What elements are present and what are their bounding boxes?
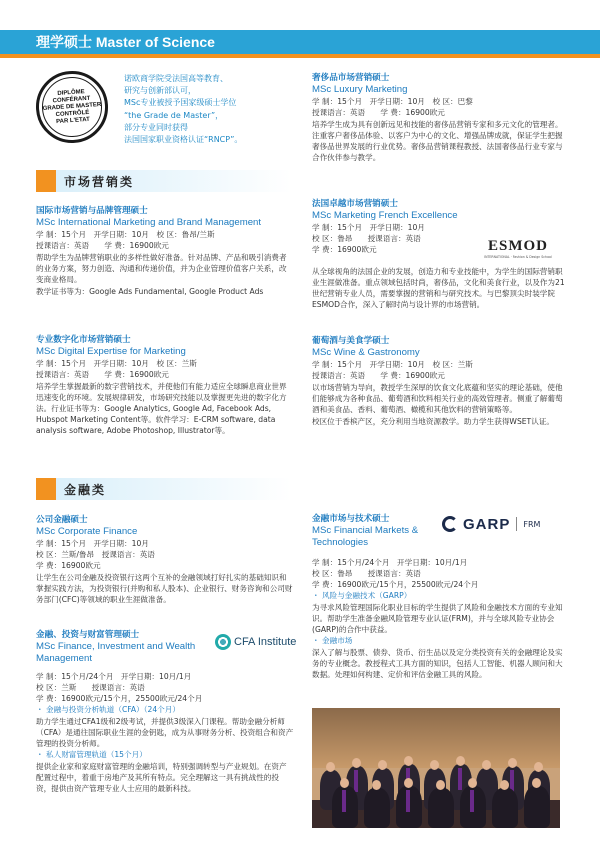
program-title-en: MSc Marketing French Excellence <box>312 210 458 221</box>
section-finance <box>36 478 291 500</box>
intro-line: 诺欧商学院受法国高等教育、 <box>124 74 228 83</box>
program-meta: 学 制：15个月 开学日期：10月 <box>36 538 149 548</box>
program-meta: 学 费：16900欧元/15个月，25500欧元/24个月 <box>36 694 203 703</box>
program-title-cn: 金融市场与技术硕士 <box>312 514 390 524</box>
section-marketing <box>36 170 291 192</box>
seal-line: PAR L'ETAT <box>55 116 90 125</box>
program-certifications: 教学证书等为：Google Ads Fundamental, Google Product Ads <box>36 286 264 296</box>
program-wine <box>312 336 570 427</box>
program-track-description: 提供企业家和家庭财富管理的金融培训，特别强调转型与产业规划。在资产配置过程中，着重于房地产及其所有特点。完全理解这一具有挑战性的投资，提供由资产管理专业人士应用的最新科技。 <box>36 762 287 793</box>
program-title-cn: 国际市场营销与品牌管理硕士 <box>36 206 148 216</box>
cfa-institute-logo <box>215 634 296 650</box>
program-title-cn: 专业数字化市场营销硕士 <box>36 335 131 345</box>
program-french-excellence <box>312 199 482 255</box>
program-title-en: MSc Luxury Marketing <box>312 84 408 95</box>
garp-logo <box>442 514 540 534</box>
program-meta: 学 费：16900欧元 <box>312 244 377 254</box>
program-meta: 学 制：15个月 开学日期：10月 校 区：兰斯 <box>36 358 197 368</box>
program-meta: 学 费：16900欧元 <box>36 560 101 570</box>
program-french-excellence-body <box>312 265 570 310</box>
accreditation-intro <box>124 73 304 146</box>
garp-logo-text: GARP <box>463 515 511 533</box>
program-finance-wealth-body <box>36 671 294 794</box>
program-title-en: MSc Corporate Finance <box>36 526 138 537</box>
program-description: 以市场营销为导向，教授学生深厚的饮食文化底蕴和坚实的理论基础，使他们能够成为各种食品、葡萄酒和饮料相关行业的高效管理者。侧重了解葡萄酒和美食品、香料、葡萄酒、橄榄和其他饮料的营销策略等。 <box>312 382 563 414</box>
section-marker-icon <box>36 170 56 192</box>
program-meta: 校 区：兰斯 授课语言：英语 <box>36 683 145 692</box>
program-title-cn: 公司金融硕士 <box>36 515 88 525</box>
program-meta: 学 制：15个月 开学日期：10月 <box>312 222 425 232</box>
program-description: 从全球视角的法国企业的发展，创造力和专业技能中，为学生的国际营销职业生涯做准备。重点领域包括时尚，奢侈品，文化和美食行业，以及作为21世纪营销专业人员，需要掌握的营销和与研究技术。与巴黎顶尖时装学院ESMOD合作，深入了解时尚与设计界的市场营销。 <box>312 267 565 309</box>
program-meta: 授课语言：英语 学 费：16900欧元 <box>36 240 169 250</box>
garp-logo-divider <box>516 517 517 531</box>
program-title-en: MSc Wine & Gastronomy <box>312 347 420 358</box>
program-description: 帮助学生为品牌营销职业的多样性做好准备。针对品牌、产品和吸引消费者的业务方案，努力创造、沟通和传递价值，并为企业管理价值客户关系，改变商业格局。 <box>36 252 287 284</box>
program-title-en: MSc Financial Markets & Technologies <box>312 525 419 548</box>
program-track-description: 深入了解与股票、债券、货币、衍生品以及定分类投资有关的金融理论及实务的专业概念。教授程式工具方面的知识，包括人工智能、机器人顾问和大数据。处理如何构建、定价和评估金融工具的风险。 <box>312 648 563 679</box>
cfa-globe-icon <box>215 634 231 650</box>
section-title: 市场营销类 <box>64 175 135 189</box>
page-header <box>0 30 600 58</box>
program-title-cn: 金融、投资与财富管理硕士 <box>36 630 140 640</box>
seal-line: DIPLÔME <box>57 88 85 97</box>
program-meta: 授课语言：英语 学 费：16900欧元 <box>36 369 169 379</box>
seal-line: GRADE DE MASTER <box>42 101 102 112</box>
program-intl-marketing <box>36 206 294 297</box>
program-track: ・ 风险与金融技术（GARP） <box>312 591 412 600</box>
program-meta: 学 制：15个月 开学日期：10月 校 区：巴黎 <box>312 96 473 106</box>
intro-line: “the Grade de Master”， <box>124 110 224 120</box>
program-meta: 授课语言：英语 学 费：16900欧元 <box>312 370 445 380</box>
intro-line: 研究与创新部认可， <box>124 86 196 96</box>
cfa-logo-text: CFA Institute <box>234 636 297 648</box>
program-financial-markets-body <box>312 557 570 680</box>
program-title-en: MSc Finance, Investment and Wealth Management <box>36 641 196 664</box>
program-financial-markets <box>312 514 437 548</box>
program-meta: 学 制：15个月 开学日期：10月 校 区：鲁昂/兰斯 <box>36 229 215 239</box>
section-marker-icon <box>36 478 56 500</box>
program-track-description: 助力学生通过CFA1级和2级考试，并提供3级深入门课程。帮助金融分析师（CFA）是通往国际职业生涯的金钥匙，成为从事财务分析、投资组合和资产管理的投资分析师。 <box>36 717 294 748</box>
program-luxury <box>312 73 570 163</box>
program-meta: 学 费：16900欧元/15个月，25500欧元/24个月 <box>312 580 479 589</box>
intro-line: MSc专业被授予国家级硕士学位 <box>124 98 237 108</box>
program-track-description: 为寻求风险管理国际化职业目标的学生提供了风险和金融技术方面的专业知识。帮助学生准备金融风险管理专业认证(FRM)，并与全球风险专业协会(GARP)的合作中获益。 <box>312 603 563 634</box>
intro-line: 部分专业同时获得 <box>124 122 188 132</box>
esmod-logo <box>484 231 552 265</box>
program-digital-marketing <box>36 335 294 436</box>
program-title-cn: 法国卓越市场营销硕士 <box>312 199 398 209</box>
program-meta: 校 区：兰斯/鲁昂 授课语言：英语 <box>36 549 155 559</box>
program-title-en: MSc International Marketing and Brand Management <box>36 217 262 228</box>
seal-line: CONFÉRANT <box>52 95 91 104</box>
program-description: 培养学生掌握最新的数字营销技术，并使他们有能力适应全球瞬息商业世界迅速变化的环境。发展规律研发，市场研究技能以及掌握更先进的数字化方法。行业证书等为：Google Analytics, Google Ad, Facebook Ads, Hubspot Marketing Content等。软件学习：E-CRM software, data analysis software, Adobe Photoshop, Illustrator等。 <box>36 381 287 435</box>
program-extra: 校区位于香槟产区，充分利用当地资源教学。助力学生获得WSET认证。 <box>312 416 554 426</box>
program-meta: 学 制：15个月/24个月 开学日期：10月/1月 <box>312 558 468 567</box>
program-track: ・ 金融市场 <box>312 636 353 645</box>
program-description: 培养学生成为具有创新远见和技能的奢侈品营销专家和多元文化的管理者。注重客户奢侈品体验、以客户为中心的文化、增强品牌成就，保证学生把握奢侈品世界发展的行业优势。奢侈品营销课程教授、法国奢侈品行业专家与合作伙伴参与教学。 <box>312 119 563 162</box>
program-corporate-finance <box>36 515 294 605</box>
esmod-logo-text: ESMOD <box>487 237 548 254</box>
program-meta: 学 制：15个月/24个月 开学日期：10月/1月 <box>36 672 192 681</box>
program-track: ・ 私人财富管理轨道（15个月） <box>36 750 147 759</box>
program-title-en: MSc Digital Expertise for Marketing <box>36 346 186 357</box>
page-title: 理学硕士 Master of Science <box>36 34 215 50</box>
program-description: 让学生在公司金融及投资银行这两个互补的金融领域打好扎实的基础知识和掌握实践方法，为投资银行(并购和私人股本)、企业银行、财务咨询和公司财务部门(CFC)等领域的职业生涯做准备。 <box>36 572 293 604</box>
section-title: 金融类 <box>64 483 107 497</box>
program-title-cn: 奢侈品市场营销硕士 <box>312 73 390 83</box>
intro-line: 法国国家职业资格认证“RNCP”。 <box>124 135 243 145</box>
frm-logo-text: FRM <box>523 519 541 529</box>
seal-inner-ring <box>40 75 104 139</box>
program-meta: 授课语言：英语 学 费：16900欧元 <box>312 107 445 117</box>
program-track: ・ 金融与投资分析轨道（CFA）（24个月） <box>36 705 180 714</box>
garp-mark-icon <box>442 516 458 532</box>
program-meta: 学 制：15个月 开学日期：10月 校 区：兰斯 <box>312 359 473 369</box>
program-finance-wealth <box>36 630 211 664</box>
program-meta: 校 区：鲁昂 授课语言：英语 <box>312 233 421 243</box>
diplome-seal-logo <box>34 69 111 146</box>
esmod-logo-subtext: INTERNATIONAL · Fashion & Design School <box>484 254 552 259</box>
graduation-photo <box>312 708 560 828</box>
program-meta: 校 区：鲁昂 授课语言：英语 <box>312 569 421 578</box>
program-title-cn: 葡萄酒与美食学硕士 <box>312 336 390 346</box>
seal-line: CONTRÔLÉ <box>55 109 90 118</box>
